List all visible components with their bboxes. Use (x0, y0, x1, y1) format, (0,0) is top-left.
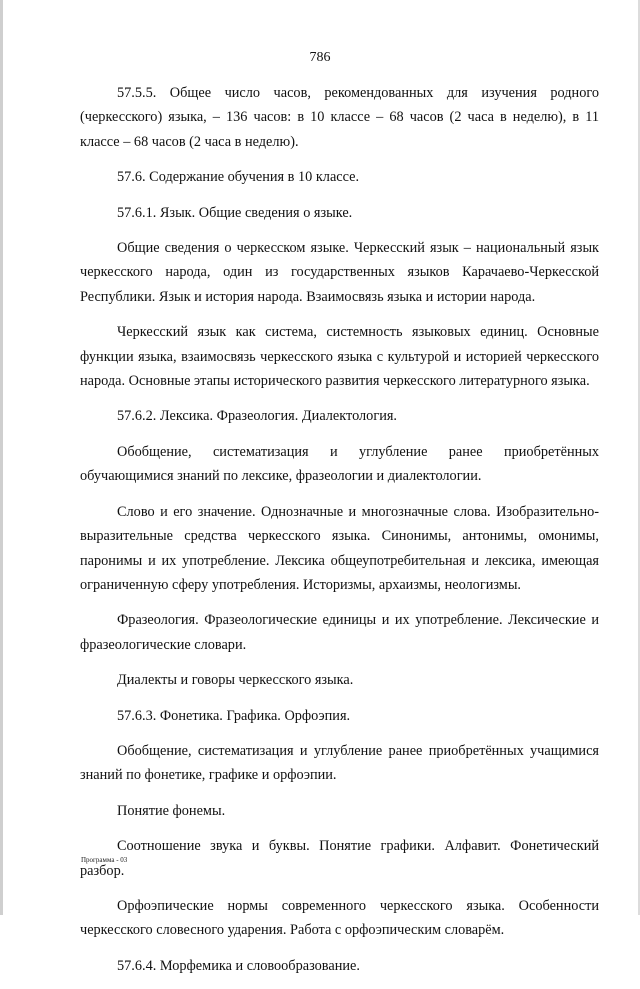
paragraph-phoneme: Понятие фонемы. (117, 802, 226, 819)
page-number: 786 (309, 50, 331, 65)
section-heading-10-class: 57.6. Содержание обучения в 10 классе. (117, 169, 360, 186)
document-body (80, 81, 599, 989)
paragraph-language-system: Черкесский язык как система, системность языковых единиц. Основные функции языка, взаимосвязь черкесского языка с культурой и историей черкесского народа. Основные этапы исторического развития черкесского литературного языка. (80, 324, 599, 390)
paragraph-orthoepy: Орфоэпические нормы современного черкесского языка. Особенности черкесского словесного ударения. Работа с орфоэпическим словарём. (80, 897, 599, 939)
paragraph-phraseology: Фразеология. Фразеологические единицы и их употребление. Лексические и фразеологические словари. (80, 612, 599, 653)
subsection-heading-phonetics: 57.6.3. Фонетика. Графика. Орфоэпия. (117, 707, 351, 724)
paragraph-hours-total: 57.5.5. Общее число часов, рекомендованных для изучения родного (черкесского) языка, – 136 часов: в 10 классе – 68 часов (2 часа в неделю), в 11 классе – 68 часов (2 часа в неделю). (80, 85, 599, 150)
paragraph-word-meaning: Слово и его значение. Однозначные и многозначные слова. Изобразительно-выразительные средства черкесского языка. Синонимы, антонимы, омонимы, паронимы и их употребление. Лексика общеупотребительная и лексика, имеющая ограниченную сферу употребления. Историзмы, архаизмы, неологизмы. (80, 503, 599, 593)
paragraph-sound-letter: Соотношение звука и буквы. Понятие графики. Алфавит. Фонетический разбор. (80, 838, 599, 879)
paragraph-language-general: Общие сведения о черкесском языке. Черкесский язык – национальный язык черкесского народа, один из государственных языков Карачаево-Черкесской Республики. Язык и история народа. Взаимосвязь языка и истории народа. (80, 240, 599, 305)
footer-program-label: Программа - 03 (81, 856, 128, 864)
subsection-heading-lexicon: 57.6.2. Лексика. Фразеология. Диалектология. (117, 408, 397, 425)
paragraph-dialects: Диалекты и говоры черкесского языка. (117, 672, 354, 689)
paragraph-lexicon-summary: Обобщение, систематизация и углубление ранее приобретённых обучающимися знаний по лексике, фразеологии и диалектологии. (80, 443, 599, 485)
subsection-heading-morphemics: 57.6.4. Морфемика и словообразование. (117, 957, 360, 974)
subsection-heading-language: 57.6.1. Язык. Общие сведения о языке. (117, 204, 353, 221)
scan-edge-left (0, 0, 3, 915)
paragraph-phonetics-summary: Обобщение, систематизация и углубление ранее приобретённых учащимися знаний по фонетике, графике и орфоэпии. (80, 742, 599, 784)
